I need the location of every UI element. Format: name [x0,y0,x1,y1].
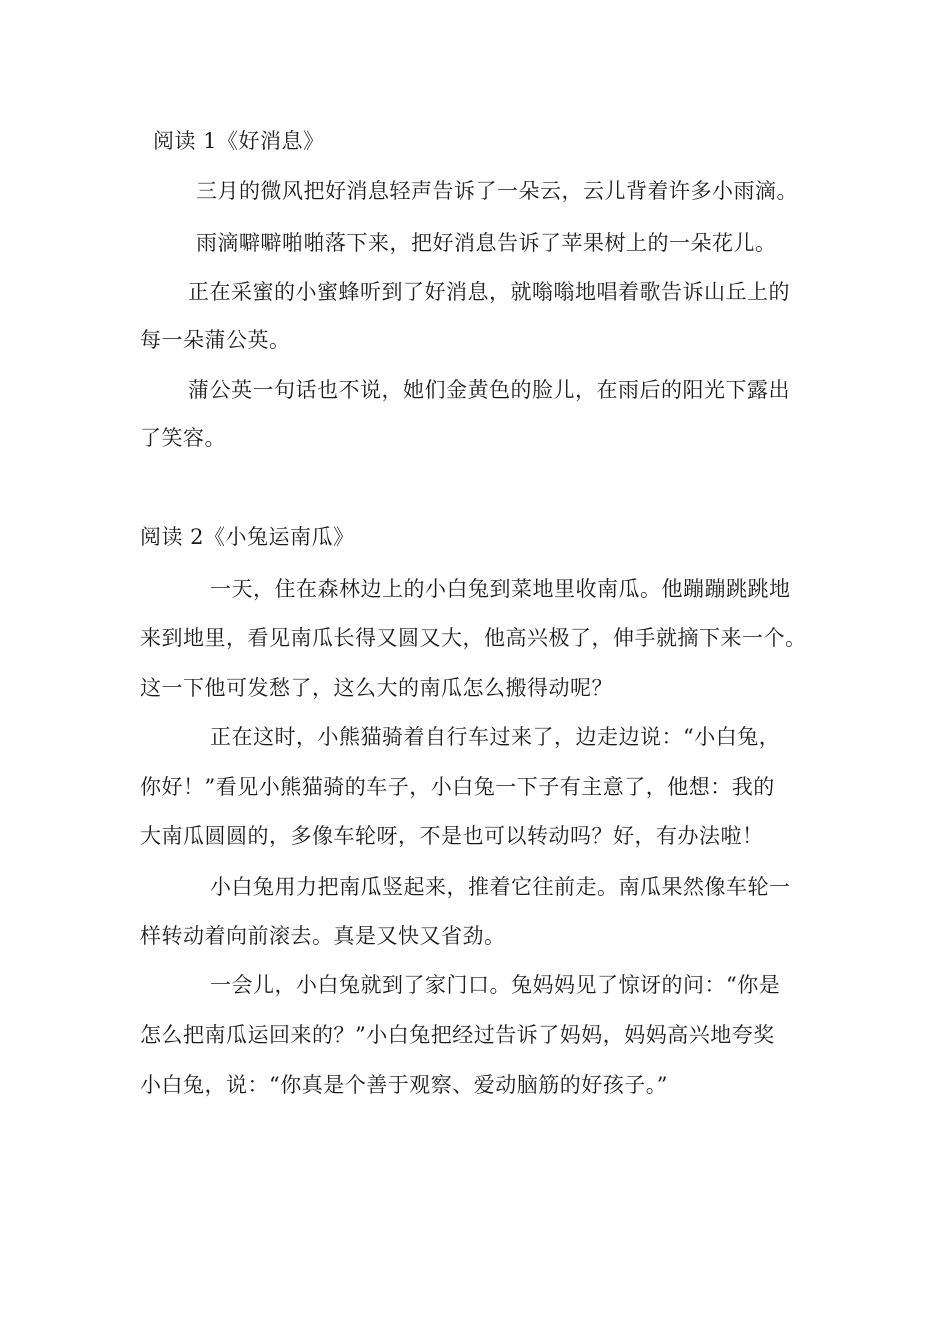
section2-title: 阅读 2《小兔运南瓜》 [140,525,355,549]
section1-line-2: 雨滴噼噼啪啪落下来，把好消息告诉了苹果树上的一朵花儿。 [196,231,777,255]
section2-line-4: 正在这时，小熊猫骑着自行车过来了，边走边说：“小白兔， [210,725,781,749]
section2-line-10: 怎么把南瓜运回来的？”小白兔把经过告诉了妈妈，妈妈高兴地夸奖 [140,1023,775,1047]
section2-line-9: 一会儿，小白兔就到了家门口。兔妈妈见了惊讶的问：“你是 [210,973,781,997]
section1-title: 阅读 1《好消息》 [153,129,325,153]
section2-line-11: 小白兔，说：“你真是个善于观察、爱动脑筋的好孩子。” [140,1073,668,1097]
section2-line-8: 样转动着向前滚去。真是又快又省劲。 [140,924,506,948]
section2-line-1: 一天，住在森林边上的小白兔到菜地里收南瓜。他蹦蹦跳跳地 [210,577,791,601]
section2-line-5: 你好！”看见小熊猫骑的车子，小白兔一下子有主意了，他想：我的 [140,775,775,799]
section1-line-3: 正在采蜜的小蜜蜂听到了好消息，就嗡嗡地唱着歌告诉山丘上的 [188,280,790,304]
section2-line-7: 小白兔用力把南瓜竖起来，推着它往前走。南瓜果然像车轮一 [210,875,791,899]
section2-line-2: 来到地里，看见南瓜长得又圆又大，他高兴极了，伸手就摘下来一个。 [140,626,807,650]
section2-line-3: 这一下他可发愁了，这么大的南瓜怎么搬得动呢？ [140,676,613,700]
section1-line-4: 每一朵蒲公英。 [140,328,291,352]
section1-line-5: 蒲公英一句话也不说，她们金黄色的脸儿，在雨后的阳光下露出 [188,378,790,402]
section1-line-1: 三月的微风把好消息轻声告诉了一朵云，云儿背着许多小雨滴。 [196,179,798,203]
section2-line-6: 大南瓜圆圆的，多像车轮呀，不是也可以转动吗？好，有办法啦！ [140,824,764,848]
section1-line-6: 了笑容。 [140,426,226,450]
